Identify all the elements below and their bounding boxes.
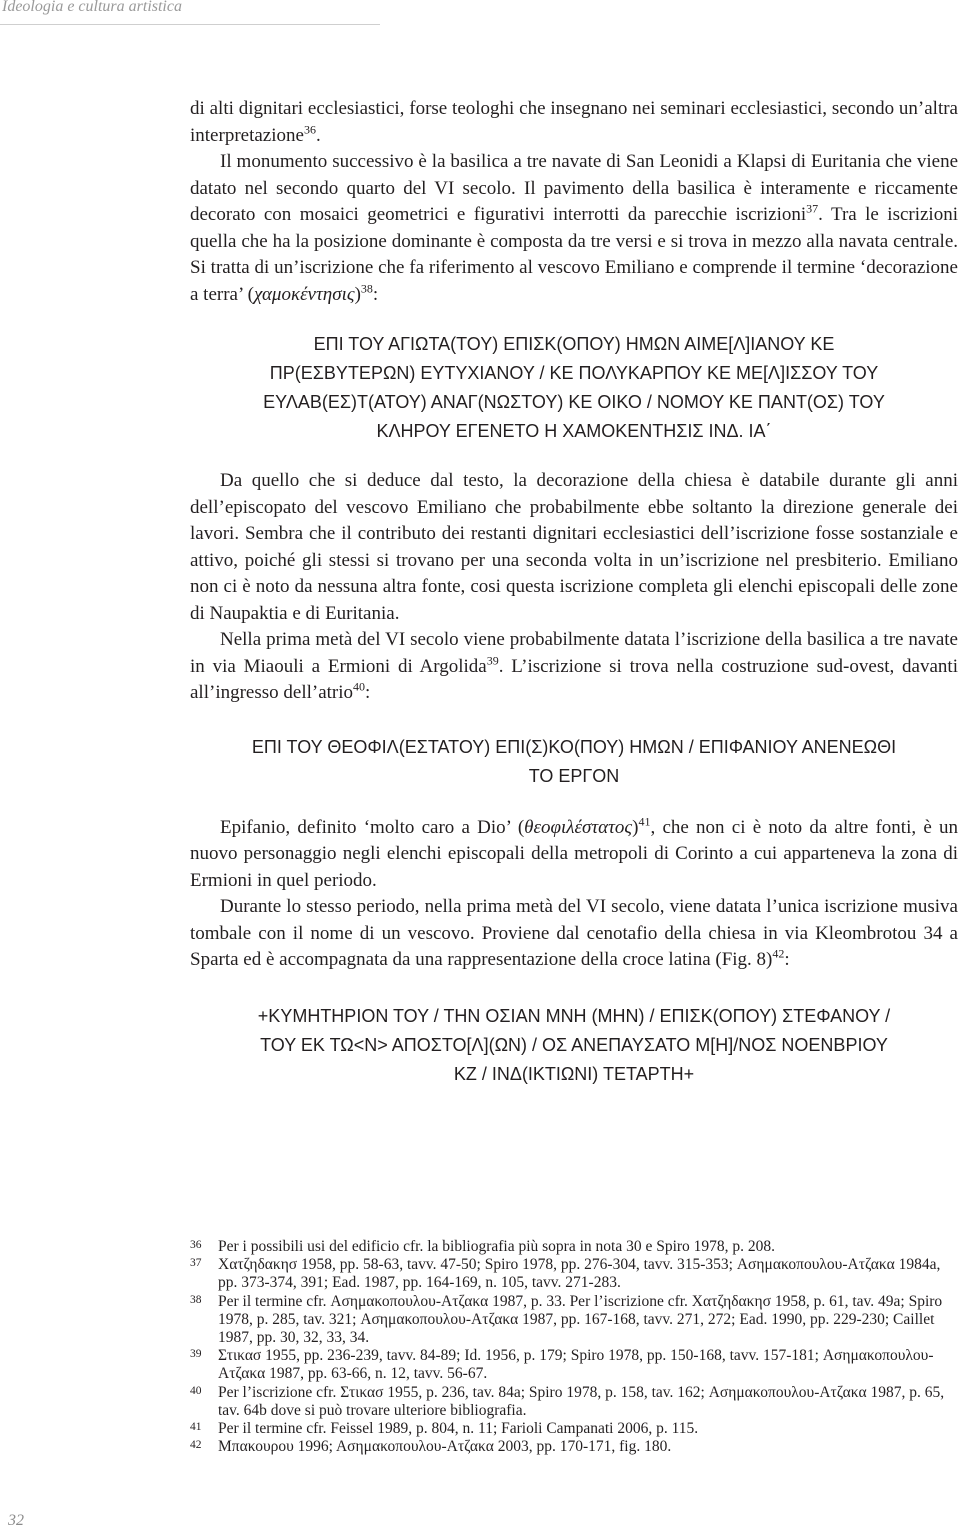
text: .: [315, 124, 321, 146]
text: Il monumento successivo è la basilica a tre navate di San Leonidi a Klapsi di Euritania che viene datato nel secondo quarto del VI secolo. Il pavimento della basilica è interamente e riccamente decorato con mosaici geometrici e figurativi interrotti da parecchie iscrizioni: [190, 151, 958, 225]
inscription-line: ΚΛΗΡΟΥ ΕΓΕΝΕΤΟ Η ΧΑΜΟΚΕΝΤΗΣΙΣ ΙΝΔ. ΙΑ΄: [376, 421, 772, 441]
paragraph-1: [190, 96, 958, 149]
footnote: [190, 1384, 958, 1420]
footnote-text: Στικασ 1955, pp. 236-239, tavv. 84-89; Id. 1956, p. 179; Spiro 1978, pp. 150-168, tavv. 157-181; Ασημακοπουλου-Ατζακα 1987, pp. 63-66, n. 12, tavv. 56-67.: [218, 1347, 934, 1383]
page-number: 32: [8, 1512, 24, 1529]
footnote-ref-41[interactable]: 41: [638, 814, 651, 829]
footnote-number: 41: [190, 1421, 202, 1434]
footnote-ref-42[interactable]: 42: [772, 946, 785, 961]
footnote-number: 42: [190, 1439, 202, 1452]
footnote-ref-38[interactable]: 38: [360, 281, 373, 296]
footnote: [190, 1293, 958, 1348]
footnote-number: 40: [190, 1384, 202, 1397]
text: di alti dignitari ecclesiastici, forse teologhi che insegnano nei seminari ecclesiastici, secondo un’altra interpretazione: [190, 98, 958, 146]
text: Epifanio, definito ‘molto caro a Dio’ (: [220, 816, 525, 838]
paragraph-5: [190, 815, 958, 895]
running-header: [0, 0, 380, 25]
text: :: [784, 949, 790, 970]
footnote-text: Μπακουρου 1996; Ασημακοπουλου-Ατζακα 2003, pp. 170-171, fig. 180.: [218, 1438, 672, 1456]
text: Da quello che si deduce dal testo, la decorazione della chiesa è databile durante gli anni dell’episcopato del vescovo Emiliano che probabilmente ebbe soltanto la direzione generale dei lavori. Sembra che il contributo dei restanti dignitari ecclesiastici dell’iscrizione fosse sostanziale e attivo, poiché gli stessi si trovano per una seconda volta in un’iscrizione nel presbiterio. Emiliano non ci è noto da nessuna altra fonte, cosi questa iscrizione completa gli elenchi episcopali delle zone di Naupaktia e di Euritania.: [190, 470, 958, 624]
paragraph-2: [190, 149, 958, 308]
greek-term: θεοφιλέστατος: [524, 816, 633, 838]
inscription-line: ΤΟ ΕΡΓΟΝ: [528, 765, 620, 786]
text: . L’iscrizione si trova nella costruzione sud-ovest, davanti all’ingresso dell’atrio: [190, 655, 958, 703]
footnote-text: Per l’iscrizione cfr. Στικασ 1955, p. 236, tav. 84a; Spiro 1978, p. 158, tav. 162; Ασημακοπουλου-Ατζακα 1987, p. 65, tav. 64b dove si può trovare ulteriore bibliografia.: [218, 1383, 945, 1419]
inscription-line: ΕΠΙ ΤΟΥ ΑΓΙΩΤΑ(ΤΟΥ) ΕΠΙΣΚ(ΟΠΟΥ) ΗΜΩΝ ΑΙΜΕ[Λ]ΙΑΝΟΥ ΚΕ: [313, 334, 835, 354]
inscription-line: ΕΥΛΑΒ(ΕΣ)Τ(ΑΤΟΥ) ΑΝΑΓ(ΝΩΣΤΟΥ) ΚΕ ΟΙΚΟ / ΝΟΜΟΥ ΚΕ ΠΑΝΤ(ΟΣ) ΤΟΥ: [263, 392, 885, 412]
footnote: [190, 1238, 958, 1256]
text: Nella prima metà del VI secolo viene probabilmente datata l’iscrizione della basilica a tre navate in via Miaouli a Ermioni di Argolida: [190, 629, 958, 677]
paragraph-4: [190, 627, 958, 707]
footnote: [190, 1420, 958, 1438]
text: . Tra le iscrizioni quella che ha la posizione dominante è composta da tre versi e si trova in mezzo alla navata centrale. Si tratta di un’iscrizione che fa riferimento al vescovo Emiliano e comprende il termine ‘decorazione a terra’ (: [190, 204, 958, 305]
inscription-line: ΚΖ / ΙΝΔ(ΙΚΤΙΩΝΙ) ΤΕΤΑΡΤΗ+: [453, 1063, 695, 1084]
footnote-text: Per il termine cfr. Feissel 1989, p. 804, n. 11; Farioli Campanati 2006, p. 115.: [218, 1420, 699, 1438]
main-text: [190, 96, 958, 1089]
greek-term: χαμοκέντησις: [253, 283, 355, 305]
inscription-line: ΠΡ(ΕΣΒΥΤΕΡΩΝ) ΕΥΤΥΧΙΑΝΟΥ / ΚΕ ΠΟΛΥΚΑΡΠΟΥ ΚΕ ΜΕ[Λ]ΙΣΣΟΥ ΤΟΥ: [269, 363, 879, 383]
footnote-number: 37: [190, 1257, 202, 1270]
footnote-text: Per il termine cfr. Ασημακοπουλου-Ατζακα 1987, p. 33. Per l’iscrizione cfr. Χατζηδακησ 1958, p. 61, tav. 49a; Spiro 1978, p. 285, tav. 321; Ασημακοπουλου-Ατζακα 1987, pp. 167-168, tavv. 271, 272; Ead. 1990, pp. 229-230; Caillet 1987, pp. 30, 32, 33, 34.: [218, 1292, 943, 1347]
inscription-line: +ΚΥΜΗΤΗΡΙΟΝ ΤΟΥ / ΤΗΝ ΟΣΙΑΝ ΜΝΗ (ΜΗΝ) / ΕΠΙΣΚ(ΟΠΟΥ) ΣΤΕΦΑΝΟΥ /: [257, 1005, 891, 1026]
footnote-ref-39[interactable]: 39: [486, 653, 499, 668]
footnote-ref-40[interactable]: 40: [353, 679, 366, 694]
footnotes: [190, 1238, 958, 1456]
text: , che non ci è noto da altre fonti, è un nuovo personaggio negli elenchi episcopali della metropoli di Corinto a cui apparteneva la zona di Ermioni in quel periodo.: [190, 816, 958, 891]
footnote: [190, 1256, 958, 1292]
text: ): [632, 816, 639, 838]
footnote: [190, 1438, 958, 1456]
inscription-block-3: [190, 1002, 958, 1089]
text: :: [372, 283, 379, 305]
footnote-text: Per i possibili usi del edificio cfr. la bibliografia più sopra in nota 30 e Spiro 1978, p. 208.: [218, 1238, 776, 1255]
footnote-number: 38: [190, 1293, 202, 1306]
footnote-number: 39: [190, 1348, 202, 1361]
footnote-ref-36[interactable]: 36: [303, 122, 316, 137]
text: :: [365, 682, 371, 703]
inscription-block-2: [190, 733, 958, 791]
footnote-ref-37[interactable]: 37: [806, 201, 819, 216]
paragraph-3: [190, 468, 958, 627]
footnote: [190, 1347, 958, 1383]
inscription-line: ΕΠΙ ΤΟΥ ΘΕΟΦΙΛ(ΕΣΤΑΤΟΥ) ΕΠΙ(Σ)ΚΟ(ΠΟΥ) ΗΜΩΝ / ΕΠΙΦΑΝΙΟΥ ΑΝΕΝΕΩΘΙ: [251, 736, 897, 757]
paragraph-6: [190, 894, 958, 974]
footnote-text: Χατζηδακησ 1958, pp. 58-63, tavv. 47-50; Spiro 1978, pp. 276-304, tavv. 315-353; Ασημακοπουλου-Ατζακα 1984a, pp. 373-374, 391; Ead. 1987, pp. 164-169, n. 105, tavv. 271-283.: [218, 1256, 941, 1292]
text: ): [354, 283, 361, 305]
footnote-number: 36: [190, 1239, 202, 1251]
inscription-line: ΤΟΥ ΕΚ ΤΩ<Ν> ΑΠΟΣΤΟ[Λ](ΩΝ) / ΟΣ ΑΝΕΠΑΥΣΑΤΟ Μ[Η]/ΝΟΣ ΝΟΕΝΒΡΙΟΥ: [260, 1034, 888, 1055]
inscription-block-1: [190, 330, 958, 446]
running-header-title: Ideologia e cultura artistica: [2, 0, 182, 15]
text: Durante lo stesso periodo, nella prima metà del VI secolo, viene datata l’unica iscrizione musiva tombale con il nome di un vescovo. Proviene dal cenotafio della chiesa in via Kleombrotou 34 a Sparta ed è accompagnata da una rappresentazione della croce latina (Fig. 8): [190, 896, 958, 970]
